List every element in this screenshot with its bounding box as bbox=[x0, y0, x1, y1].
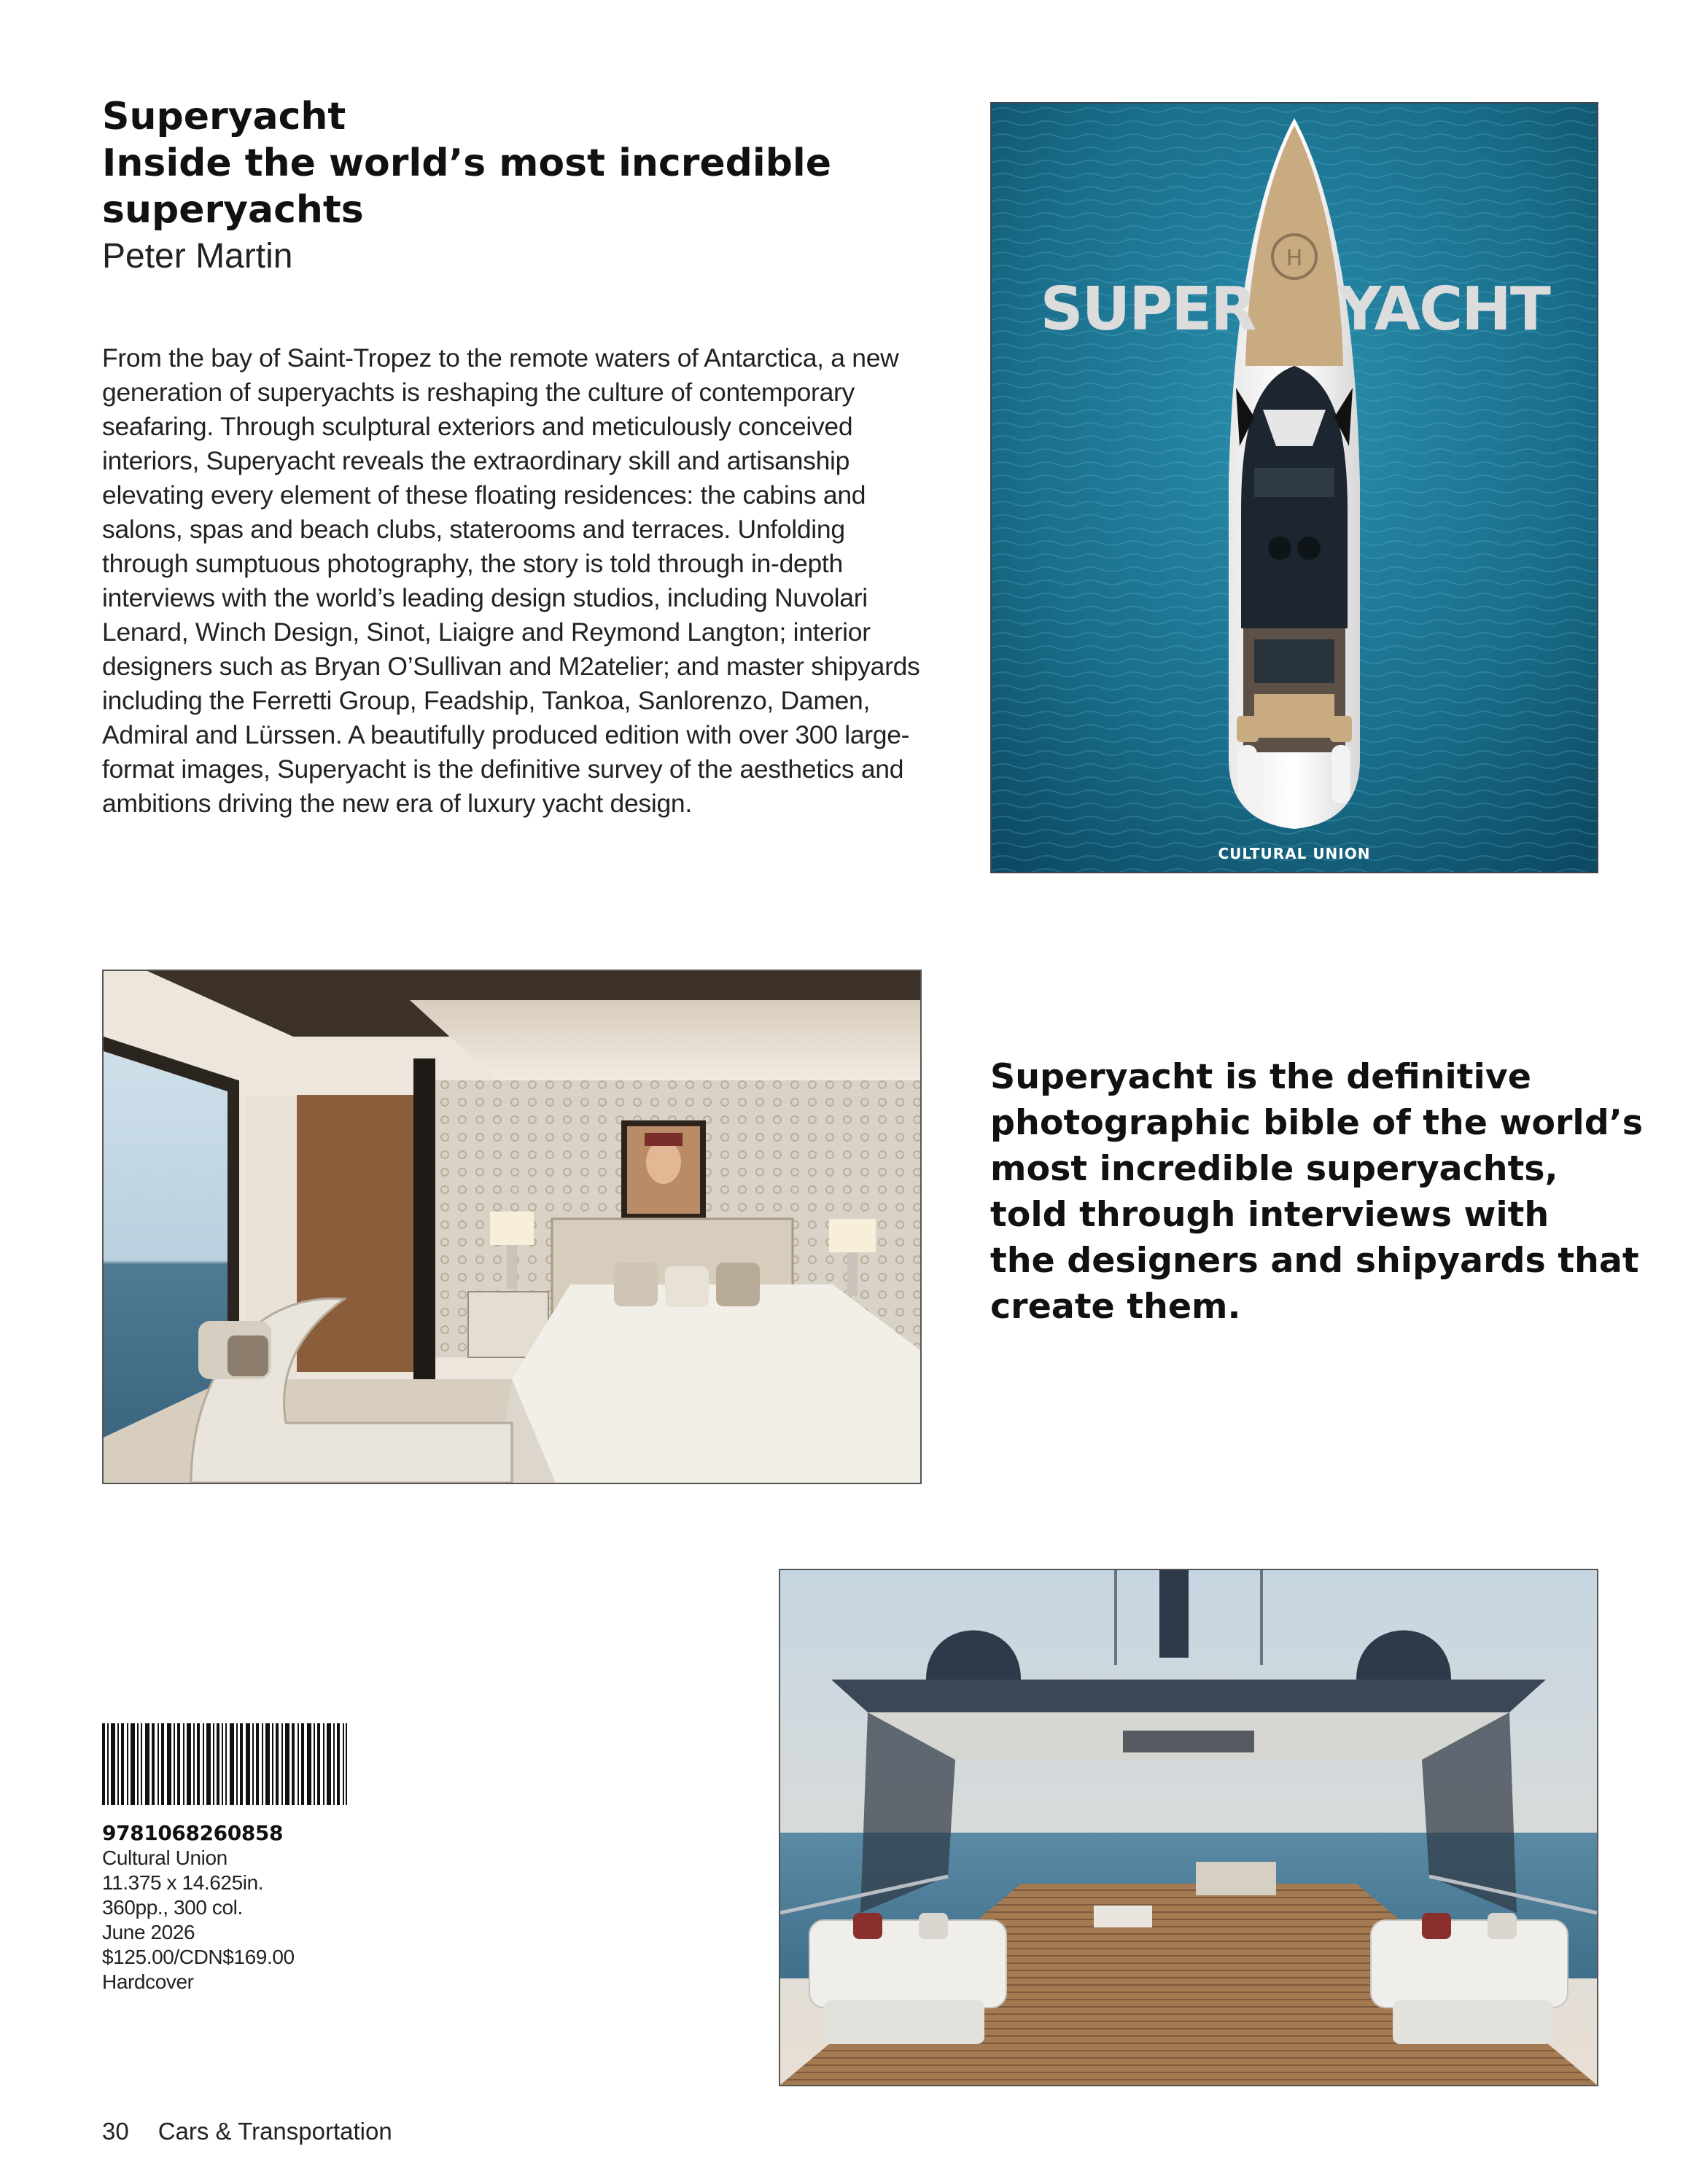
detail-publisher: Cultural Union bbox=[102, 1846, 228, 1869]
pull-quote-line-3: most incredible superyachts, bbox=[990, 1149, 1558, 1189]
svg-text:H: H bbox=[1286, 246, 1303, 271]
page-footer bbox=[102, 2117, 392, 2146]
detail-format: Hardcover bbox=[102, 1970, 194, 1993]
detail-pub-date: June 2026 bbox=[102, 1921, 195, 1943]
book-header bbox=[102, 93, 904, 280]
book-cover-image bbox=[990, 102, 1598, 873]
book-title-line-3: superyachts bbox=[102, 188, 364, 232]
book-title-line-2: Inside the world’s most incredible bbox=[102, 141, 832, 185]
book-title-line-1: Superyacht bbox=[102, 95, 346, 139]
pull-quote-line-4: told through interviews with bbox=[990, 1195, 1550, 1235]
pull-quote-line-6: create them. bbox=[990, 1287, 1241, 1327]
pull-quote-line-2: photographic bible of the world’s bbox=[990, 1103, 1644, 1143]
book-description: From the bay of Saint-Tropez to the remote waters of Antarctica, a new generation of superyachts is reshaping the culture of contemporary seafaring. Through sculptural exteriors and meticulously conceived interiors, Superyacht reveals the extraordinary skill and artisanship elevating every element of these floating residences: the cabins and salons, spas and beach clubs, staterooms and terraces. Unfolding through sumptuous photography, the story is told through in-depth interviews with the world’s leading design studios, including Nuvolari Lenard, Winch Design, Sinot, Liaigre and Reymond Langton; interior designers such as Bryan O’Sullivan and M2atelier; and master shipyards including the Ferretti Group, Feadship, Tankoa, Sanlorenzo, Damen, Admiral and Lürssen. A beautifully produced edition with over 300 large-format images, Superyacht is the definitive survey of the aesthetics and ambitions driving the new era of luxury yacht design. bbox=[102, 343, 920, 818]
book-author: Peter Martin bbox=[102, 237, 293, 276]
detail-trim-size: 11.375 x 14.625in. bbox=[102, 1871, 264, 1894]
page-number: 30 bbox=[102, 2118, 129, 2145]
pull-quote-line-1: Superyacht is the definitive bbox=[990, 1057, 1531, 1097]
detail-pages: 360pp., 300 col. bbox=[102, 1896, 243, 1919]
detail-price: $125.00/CDN$169.00 bbox=[102, 1946, 295, 1968]
cover-title-right: YACHT bbox=[1338, 275, 1550, 344]
pull-quote bbox=[990, 1054, 1644, 1330]
cover-title-left: SUPER bbox=[1040, 275, 1256, 344]
section-name: Cars & Transportation bbox=[158, 2118, 392, 2145]
deck-photo bbox=[779, 1569, 1598, 2086]
isbn-barcode bbox=[102, 1723, 347, 1805]
cover-publisher: CULTURAL UNION bbox=[1218, 845, 1371, 862]
isbn-number: 9781068260858 bbox=[102, 1821, 284, 1845]
pull-quote-line-5: the designers and shipyards that bbox=[990, 1241, 1639, 1281]
product-details bbox=[102, 1821, 295, 1994]
stateroom-photo bbox=[102, 970, 922, 1484]
